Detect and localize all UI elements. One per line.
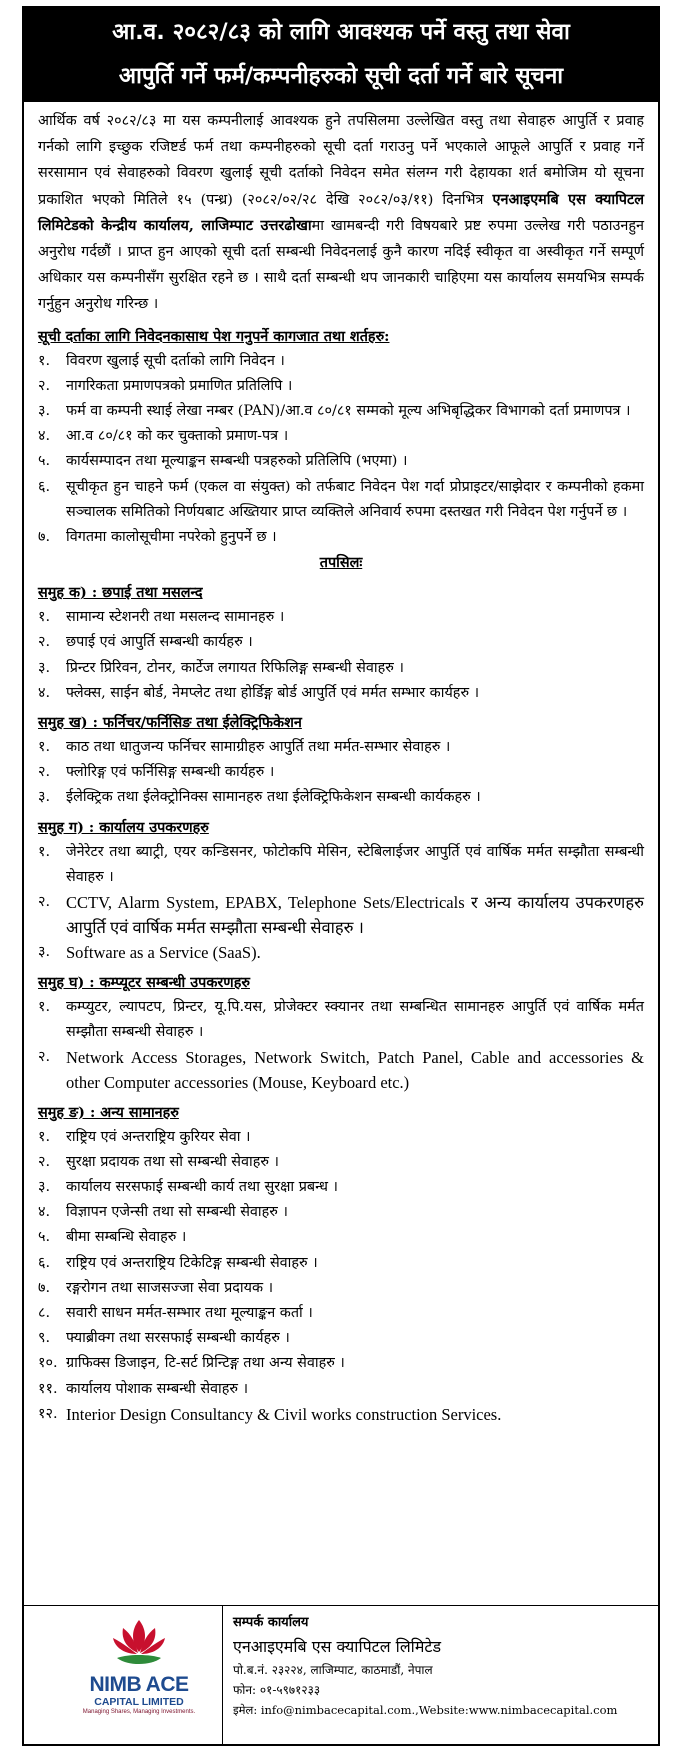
documents-item — [38, 399, 644, 424]
groups.1.items-item — [38, 735, 644, 760]
item-number: ४. — [38, 1204, 51, 1221]
intro-office-name: एनआइएमबि एस क्यापिटल लिमिटेडको केन्द्रीय कार्यालय, लाजिम्पाट उत्तरढोखा — [38, 190, 644, 234]
item-number: ३. — [38, 403, 51, 420]
item-number: २. — [38, 894, 51, 911]
item-number: ६. — [38, 478, 51, 495]
item-text: प्रिन्टर प्रिरिवन, टोनर, कार्टेज लगायत रिफिलिङ्ग सम्बन्धी सेवाहरु । — [66, 659, 404, 676]
group-list — [38, 605, 644, 706]
logo-tagline: Managing Shares, Managing Investments. — [82, 1709, 196, 1715]
item-text: ग्राफिक्स डिजाइन, टि-सर्ट प्रिन्टिङ्ग तथा अन्य सेवाहरु । — [66, 1355, 345, 1372]
item-text: CCTV, Alarm System, EPABX, Telephone Sets/Electricals र अन्य कार्यालय उपकरणहरु आपुर्ति एवं वार्षिक मर्मत सम्झौता सम्बन्धी सेवाहरु । — [66, 893, 644, 938]
group-heading: समुह घ) : कम्प्यूटर सम्बन्धी उपकरणहरु — [38, 973, 250, 991]
item-number: ३. — [38, 659, 51, 676]
item-text: फ्लोरिङ्ग एवं फर्निसिङ्ग सम्बन्धी कार्यहरु । — [66, 764, 275, 781]
groups.4.items-item — [38, 1150, 644, 1175]
groups.3.items-item — [38, 1045, 644, 1095]
item-number: ४. — [38, 684, 51, 701]
contact-phone: फोन: ०१-५९७१२३३ — [233, 1683, 321, 1697]
documents-heading: सूची दर्ताका लागि निवेदनकासाथ पेश गनुपर्ने कागजात तथा शर्तहरु: — [38, 327, 390, 345]
item-text: कार्यालय पोशाक सम्बन्धी सेवाहरु । — [66, 1380, 249, 1397]
item-number: २. — [38, 764, 51, 781]
groups.4.items-item — [38, 1377, 644, 1402]
intro-paragraph — [38, 108, 644, 318]
documents-list — [38, 349, 644, 551]
lotus-icon — [107, 1616, 171, 1670]
item-text: कम्प्युटर, ल्यापटप, प्रिन्टर, यू.पि.यस, प्रोजेक्टर स्क्यानर तथा सम्बन्धित सामानहरु आपुर्ति एवं वार्षिक मर्मत सम्झौता सम्बन्धी सेवाहरु । — [66, 998, 644, 1040]
group-heading: समुह ग) : कार्यालय उपकरणहरु — [38, 818, 209, 836]
groups.1.items-item — [38, 760, 644, 785]
footer — [24, 1605, 658, 1744]
tapasil-heading: तपसिलः — [319, 554, 363, 572]
item-text: कार्यालय सरसफाई सम्बन्धी कार्य तथा सुरक्षा प्रबन्ध । — [66, 1178, 338, 1195]
item-text: फर्म वा कम्पनी स्थाई लेखा नम्बर (PAN)/आ.व ८०/८१ सम्मको मूल्य अभिबृद्धिकर विभागको दर्ता प्रमाणपत्र । — [66, 403, 631, 420]
item-text: छपाई एवं आपुर्ति सम्बन्धी कार्यहरु । — [66, 634, 253, 651]
item-number: ९. — [38, 1330, 51, 1347]
item-number: १. — [38, 998, 51, 1015]
item-number: २. — [38, 377, 51, 394]
item-number: ३. — [38, 1178, 51, 1195]
title-line-2: आपुर्ति गर्ने फर्म/कम्पनीहरुको सूची दर्ता गर्ने बारे सूचना — [118, 63, 564, 89]
item-number: ११. — [38, 1380, 58, 1397]
item-text: राष्ट्रिय एवं अन्तराष्ट्रिय कुरियर सेवा । — [66, 1128, 251, 1145]
item-text: काठ तथा धातुजन्य फर्निचर सामाग्रीहरु आपुर्ति तथा मर्मत-सम्भार सेवाहरु । — [66, 739, 451, 756]
groups.4.items-item — [38, 1175, 644, 1200]
documents-item — [38, 424, 644, 449]
logo-subtitle: CAPITAL LIMITED — [94, 1696, 184, 1708]
intro-text-2: मा खामबन्दी गरी विषयबारे प्रष्ट रुपमा उल्लेख गरी पठाउनहुन अनुरोध गर्दछौं । प्राप्त हुन आएको सूची दर्ता सम्बन्धी निवेदनलाई कुनै कारण नदिई स्वीकृत वा अस्वीकृत गर्ने सम्पूर्ण अधिकार यस कम्पनीसँग सुरक्षित रहने छ । साथै दर्ता सम्बन्धी थप जानकारी चाहिएमा यस कार्यालय समयभित्र सम्पर्क गर्नुहुन अनुरोध गरिन्छ । — [38, 217, 645, 313]
groups.4.items-item — [38, 1200, 644, 1225]
groups.3.items-item — [38, 995, 644, 1045]
item-number: १०. — [38, 1355, 58, 1372]
documents-item — [38, 349, 644, 374]
item-number: २. — [38, 634, 51, 651]
item-number: १. — [38, 609, 51, 626]
item-text: Interior Design Consultancy & Civil works construction Services. — [66, 1404, 502, 1424]
item-text: विवरण खुलाई सूची दर्ताको लागि निवेदन । — [66, 352, 285, 369]
groups.4.items-item — [38, 1225, 644, 1250]
item-number: १. — [38, 843, 51, 860]
item-text: कार्यसम्पादन तथा मूल्याङ्कन सम्बन्धी पत्रहरुको प्रतिलिपि (भएमा) । — [66, 453, 408, 470]
item-number: ७. — [38, 1279, 51, 1296]
contact-email[interactable]: इमेल: info@nimbacecapital.com.,Website:www.nimbacecapital.com — [233, 1703, 618, 1717]
item-text: सूचीकृत हुन चाहने फर्म (एकल वा संयुक्त) को तर्फबाट निवेदन पेश गर्दा प्रोप्राइटर/साझेदार र कम्पनीको हकमा सञ्चालक समितिको निर्णयबाट अख्तियार प्राप्त व्यक्तिले अनिवार्य रुपमा दस्तखत गरी निवेदन पेश गर्नुपर्ने छ । — [66, 478, 644, 520]
item-number: ५. — [38, 453, 51, 470]
item-number: ७. — [38, 529, 51, 546]
item-number: १२. — [38, 1405, 58, 1422]
notice-frame — [22, 6, 660, 1746]
groups.1.items-item — [38, 785, 644, 810]
item-group — [38, 1100, 644, 1427]
item-text: Software as a Service (SaaS). — [66, 943, 261, 963]
item-text: नागरिकता प्रमाणपत्रको प्रमाणित प्रतिलिपि । — [66, 377, 293, 394]
logo-brand: NIMB ACE — [89, 1673, 189, 1696]
item-text: विगतमा कालोसूचीमा नपरेको हुनुपर्ने छ । — [66, 529, 277, 546]
groups.4.items-item — [38, 1125, 644, 1150]
contact-box — [222, 1606, 658, 1744]
item-group — [38, 710, 644, 811]
notice-body — [24, 102, 658, 1427]
group-list — [38, 1125, 644, 1427]
title-line-1: आ.व. २०८२/८३ को लागि आवश्यक पर्ने वस्तु तथा सेवा — [112, 19, 570, 45]
documents-item — [38, 449, 644, 474]
item-text: बीमा सम्बन्धि सेवाहरु । — [66, 1229, 187, 1246]
item-text: राष्ट्रिय एवं अन्तराष्ट्रिय टिकेटिङ्ग सम्बन्धी सेवाहरु । — [66, 1254, 318, 1271]
item-text: फ्याब्रीक्ग तथा सरसफाई सम्बन्धी कार्यहरु । — [66, 1330, 290, 1347]
groups.4.items-item — [38, 1326, 644, 1351]
item-number: ८. — [38, 1304, 51, 1321]
item-text: सामान्य स्टेशनरी तथा मसलन्द सामानहरु । — [66, 609, 285, 626]
item-text: आ.व ८०/८१ को कर चुक्ताको प्रमाण-पत्र । — [66, 428, 289, 445]
item-text: विज्ञापन एजेन्सी तथा सो सम्बन्धी सेवाहरु । — [66, 1204, 288, 1221]
group-heading: समुह क) : छपाई तथा मसलन्द — [38, 584, 203, 602]
item-group — [38, 970, 644, 1096]
item-text: Network Access Storages, Network Switch, Patch Panel, Cable and accessories & other Computer accessories (Mouse, Keyboard etc.) — [66, 1048, 644, 1093]
documents-item — [38, 475, 644, 525]
item-number: ३. — [38, 944, 51, 961]
item-text: रङ्गरोगन तथा साजसज्जा सेवा प्रदायक । — [66, 1279, 274, 1296]
item-number: ४. — [38, 428, 51, 445]
contact-company-name: एनआइएमबि एस क्यापिटल लिमिटेड — [233, 1637, 442, 1656]
groups.2.items-item — [38, 840, 644, 890]
group-list — [38, 840, 644, 966]
groups.2.items-item — [38, 890, 644, 940]
groups.4.items-item — [38, 1251, 644, 1276]
notice-title — [24, 8, 658, 102]
item-text: फ्लेक्स, साईन बोर्ड, नेमप्लेट तथा होर्डिङ्ग बोर्ड आपुर्ति एवं मर्मत सम्भार कार्यहरु । — [66, 684, 480, 701]
item-text: सुरक्षा प्रदायक तथा सो सम्बन्धी सेवाहरु । — [66, 1153, 279, 1170]
group-list — [38, 995, 644, 1096]
item-number: ३. — [38, 789, 51, 806]
item-text: ईलेक्ट्रिक तथा ईलेक्ट्रोनिक्स सामानहरु तथा ईलेक्ट्रिफिकेशन सम्बन्धी कार्यकहरु । — [66, 789, 481, 806]
item-number: ५. — [38, 1229, 51, 1246]
contact-address: पो.ब.नं. २३२२४, लाजिम्पाट, काठमाडौं, नेपाल — [233, 1663, 433, 1677]
item-group — [38, 815, 644, 966]
item-text: जेनेरेटर तथा ब्याट्री, एयर कन्डिसनर, फोटोकपि मेसिन, स्टेबिलाईजर आपुर्ति एवं वार्षिक मर्मत सम्झौता सम्बन्धी सेवाहरु । — [66, 843, 644, 885]
groups.4.items-item — [38, 1351, 644, 1376]
group-list — [38, 735, 644, 811]
item-number: १. — [38, 739, 51, 756]
groups.0.items-item — [38, 681, 644, 706]
groups.0.items-item — [38, 605, 644, 630]
documents-item — [38, 374, 644, 399]
item-number: १. — [38, 352, 51, 369]
intro-text-1: आर्थिक वर्ष २०८२/८३ मा यस कम्पनीलाई आवश्यक हुने तपसिलमा उल्लेखित वस्तु तथा सेवाहरु आपुर्ति र प्रवाह गर्नको लागि इच्छुक रजिष्टर्ड फर्म तथा कम्पनीहरुको सूची दर्ता गराउनु पर्ने भएकाले आफूले आपुर्ति र प्रवाह गर्ने सरसामान एवं सेवाहरुको विवरण खुलाई सूची दर्ताको निवेदन समेत संलग्न गरी देहायका शर्त बमोजिम यो सूचना प्रकाशित भएको मितिले १५ (पन्ध्र) (२०८२/०२/२८ देखि २०८२/०३/११) दिनभित्र — [38, 113, 644, 208]
company-logo — [64, 1616, 214, 1736]
groups.4.items-item — [38, 1301, 644, 1326]
item-number: १. — [38, 1128, 51, 1145]
item-number: २. — [38, 1153, 51, 1170]
group-heading: समुह ङ) : अन्य सामानहरु — [38, 1103, 179, 1121]
contact-heading: सम्पर्क कार्यालय — [233, 1615, 309, 1630]
groups.4.items-item — [38, 1402, 644, 1427]
groups.4.items-item — [38, 1276, 644, 1301]
item-group — [38, 580, 644, 706]
groups.0.items-item — [38, 630, 644, 655]
groups.2.items-item — [38, 940, 644, 965]
documents-item — [38, 525, 644, 550]
groups-container — [38, 580, 644, 1427]
item-number: ६. — [38, 1254, 51, 1271]
item-text: सवारी साधन मर्मत-सम्भार तथा मूल्याङ्कन कर्ता । — [66, 1304, 313, 1321]
group-heading: समुह ख) : फर्निचर/फर्निसिङ तथा ईलेक्ट्रिफिकेशन — [38, 714, 302, 732]
item-number: २. — [38, 1049, 51, 1066]
groups.0.items-item — [38, 656, 644, 681]
